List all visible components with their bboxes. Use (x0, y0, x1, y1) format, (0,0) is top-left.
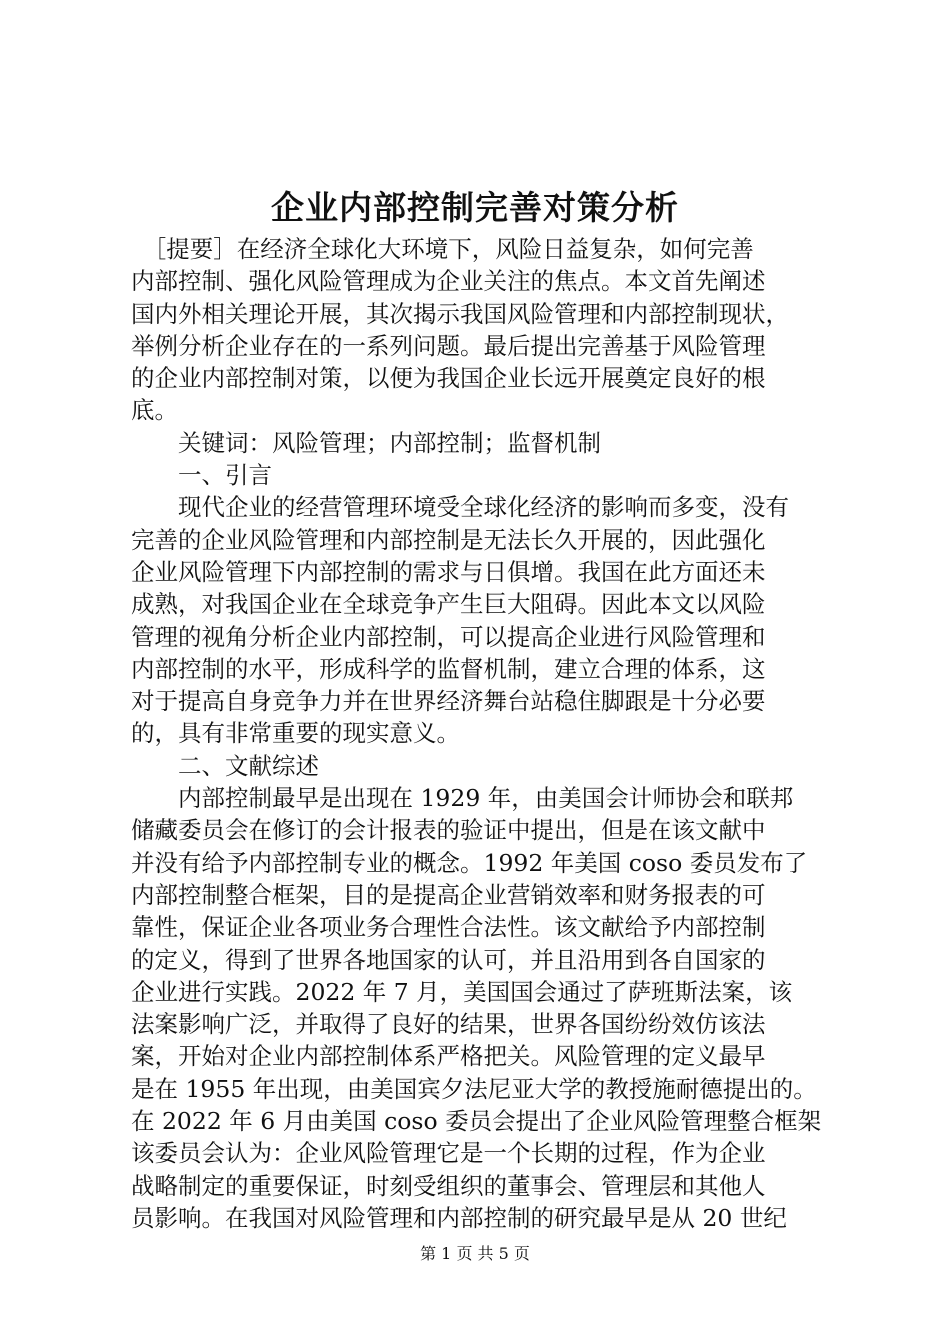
body-text-line: 内部控制、强化风险管理成为企业关注的焦点。本文首先阐述 (131, 267, 766, 296)
body-text-line: 储藏委员会在修订的会计报表的验证中提出，但是在该文献中 (131, 816, 766, 845)
body-text-line: 的企业内部控制对策，以便为我国企业长远开展奠定良好的根 (131, 364, 766, 393)
body-text-line: 战略制定的重要保证，时刻受组织的董事会、管理层和其他人 (131, 1171, 766, 1200)
body-text-line: 的定义，得到了世界各地国家的认可，并且沿用到各自国家的 (131, 945, 766, 974)
body-text-line: 关键词：风险管理；内部控制；监督机制 (131, 428, 601, 457)
body-text-line: 并没有给予内部控制专业的概念。1992 年美国 coso 委员发布了 (131, 848, 808, 877)
body-text-line: 靠性，保证企业各项业务合理性合法性。该文献给予内部控制 (131, 913, 766, 942)
body-text-line: 现代企业的经营管理环境受全球化经济的影响而多变，没有 (131, 493, 789, 522)
body-text-line: ［提要］在经济全球化大环境下，风险日益复杂，如何完善 (131, 235, 754, 263)
body-text-line: 内部控制最早是出现在 1929 年，由美国会计师协会和联邦 (131, 784, 794, 813)
body-text-line: 对于提高自身竞争力并在世界经济舞台站稳住脚跟是十分必要 (131, 687, 766, 716)
body-text-line: 在 2022 年 6 月由美国 coso 委员会提出了企业风险管理整合框架 (131, 1107, 822, 1136)
body-text-line: 管理的视角分析企业内部控制，可以提高企业进行风险管理和 (131, 622, 766, 651)
body-text-line: 底。 (131, 396, 178, 425)
body-text-line: 是在 1955 年出现，由美国宾夕法尼亚大学的教授施耐德提出的。 (131, 1074, 817, 1103)
body-text-line: 成熟，对我国企业在全球竞争产生巨大阻碍。因此本文以风险 (131, 590, 766, 619)
body-text-line: 案，开始对企业内部控制体系严格把关。风险管理的定义最早 (131, 1042, 766, 1071)
page-footer: 第 1 页 共 5 页 (420, 1244, 530, 1263)
body-text-line: 一、引言 (131, 461, 272, 490)
body-text-line: 的，具有非常重要的现实意义。 (131, 719, 460, 748)
document-body (131, 233, 851, 1234)
body-text-line: 企业风险管理下内部控制的需求与日俱增。我国在此方面还未 (131, 557, 766, 586)
body-text-line: 内部控制的水平，形成科学的监督机制，建立合理的体系，这 (131, 654, 766, 683)
body-text-line: 员影响。在我国对风险管理和内部控制的研究最早是从 20 世纪 (131, 1203, 787, 1232)
body-text-line: 举例分析企业存在的一系列问题。最后提出完善基于风险管理 (131, 331, 766, 360)
body-text-line: 二、文献综述 (131, 751, 319, 780)
body-text-line: 完善的企业风险管理和内部控制是无法长久开展的，因此强化 (131, 525, 766, 554)
document-title: 企业内部控制完善对策分析 (271, 188, 679, 227)
body-text-line: 企业进行实践。2022 年 7 月，美国国会通过了萨班斯法案，该 (131, 977, 793, 1006)
body-text-line: 该委员会认为：企业风险管理它是一个长期的过程，作为企业 (131, 1139, 766, 1168)
body-text-line: 国内外相关理论开展，其次揭示我国风险管理和内部控制现状， (131, 299, 789, 328)
body-text-line: 内部控制整合框架，目的是提高企业营销效率和财务报表的可 (131, 880, 766, 909)
body-text-line: 法案影响广泛，并取得了良好的结果，世界各国纷纷效仿该法 (131, 1010, 766, 1039)
